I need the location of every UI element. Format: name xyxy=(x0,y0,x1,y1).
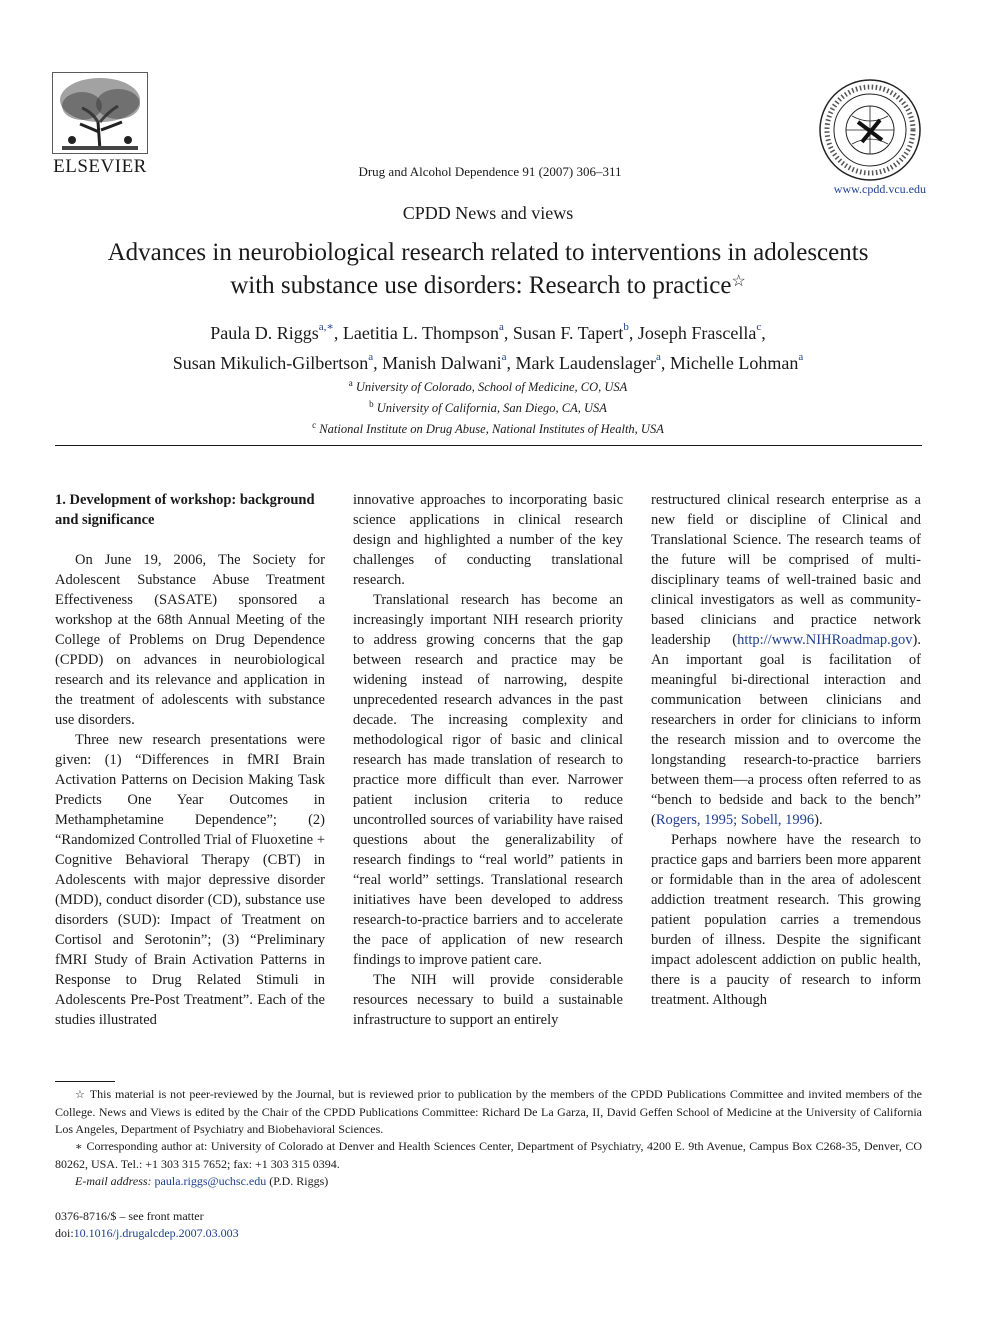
paragraph: Translational research has become an increasingly important NIH research priority to address growing concerns that the gap between research and practice may be widening instead of narrowing, despite unprecedented research advances in the past decade. The increasing complexity and methodological rigor of basic and clinical research has made translation of research to practice more difficult than ever. Narrower patient inclusion criteria to reduce uncontrolled sources of variability have raised questions about the generalizability of research findings to “real world” patients in “real world” settings. Translational research initiatives have been developed to address research-to-practice barriers and to accelerate the pace of application of new research findings to improve patient care. xyxy=(353,592,623,968)
footnote-email xyxy=(55,1173,922,1190)
author-name: Paula D. Riggs xyxy=(210,323,319,343)
paragraph xyxy=(651,490,921,830)
paragraph: Three new research presentations were given: (1) “Differences in fMRI Brain Activation Patterns on Decision Making Task Predicts One Year Outcomes in Methamphetamine Dependence”; (2) “Randomized Controlled Trial of Fluoxetine + Cognitive Behavioral Therapy (CBT) in Adolescents with major depressive disorder (MDD), conduct disorder (CD), substance use disorders (SUD): Impact of Treatment on Cortisol and Serotonin”; (3) “Preliminary fMRI Study of Brain Activation Patterns in Response to Drug Related Stimuli in Adolescents Pre-Post Treatment”. Each of the studies illustrated xyxy=(55,732,325,1028)
email-label: E-mail address: xyxy=(75,1174,152,1188)
author-separator: , xyxy=(503,323,513,343)
author-email-link[interactable]: paula.riggs@uchsc.edu xyxy=(154,1174,267,1188)
elsevier-logo xyxy=(52,72,148,180)
affiliation-item xyxy=(150,375,826,396)
body-column-1 xyxy=(55,490,325,1030)
body-column-3 xyxy=(651,490,921,1010)
paragraph: On June 19, 2006, The Society for Adolescent Substance Abuse Treatment Effectiveness (SASATE) sponsored a workshop at the 68th Annual Meeting of the College of Problems on Drug Dependence (CPDD) on advances in neurobiological research and its relevance and application in the treatment of adolescents with substance use disorders. xyxy=(55,552,325,728)
paragraph: Perhaps nowhere have the research to practice gaps and barriers been more apparent or formidable than in the area of adolescent addiction treatment research. This growing patient population carries a tremendous burden of illness. Despite the significant impact adolescent addiction on public health, there is a paucity of research to inform treatment. Although xyxy=(651,832,921,1008)
footnote-text: This material is not peer-reviewed by the Journal, but is reviewed prior to publication by the members of the CPDD Publications Committee and invited members of the College. News and Views is edited by the Chair of the CPDD Publications Committee: Richard De La Garza, II, David Geffen School of Medicine at the University of California Los Angeles, Department of Psychiatry and Biobehavioral Sciences. xyxy=(55,1087,922,1136)
doi-link[interactable]: 10.1016/j.drugalcdep.2007.03.003 xyxy=(73,1226,239,1240)
author-affiliation-mark[interactable]: a xyxy=(499,321,504,333)
title-footnote-mark[interactable]: ☆ xyxy=(731,273,746,290)
paragraph-text: ). An important goal is facilitation of meaningful bi-directional interaction and communication between clinicians and researchers in order for clinicians to inform the research mission and to overcome the longstanding research-to-practice barriers between them—a process often referred to as “bench to bedside and back to the bench” ( xyxy=(651,632,921,828)
affiliation-item xyxy=(150,396,826,417)
author-name: Manish Dalwani xyxy=(382,353,502,373)
body-column-2 xyxy=(353,490,623,1030)
affiliation-mark: a xyxy=(348,378,353,388)
seal-icon xyxy=(818,78,922,182)
affiliation-text: University of California, San Diego, CA, USA xyxy=(376,401,607,416)
author-list xyxy=(60,316,916,376)
citation-link[interactable]: Rogers, 1995; Sobell, 1996 xyxy=(655,812,815,828)
cpdd-seal xyxy=(818,78,926,198)
footnote-corresponding xyxy=(55,1138,922,1173)
society-url-link[interactable]: www.cpdd.vcu.edu xyxy=(833,182,926,196)
article-title-text: Advances in neurobiological research related to interventions in adolescents with substance use disorders: Research to practice xyxy=(107,239,869,299)
paragraph: The NIH will provide considerable resources necessary to build a sustainable infrastructure to support an entirely xyxy=(353,972,623,1028)
tree-icon xyxy=(52,72,148,154)
footnotes xyxy=(55,1086,922,1190)
author-name: Joseph Frascella xyxy=(637,323,757,343)
journal-reference: Drug and Alcohol Dependence 91 (2007) 306–311 xyxy=(358,164,622,179)
author-name: Susan F. Tapert xyxy=(512,323,624,343)
author-affiliation-mark[interactable]: c xyxy=(756,321,762,333)
doi-label: doi: xyxy=(55,1226,74,1240)
publisher-name: ELSEVIER xyxy=(53,156,147,177)
doi-line xyxy=(55,1225,239,1242)
front-matter xyxy=(55,1208,239,1242)
affiliation-text: University of Colorado, School of Medicine, CO, USA xyxy=(355,380,628,395)
affiliation-item xyxy=(150,417,826,438)
footnote-divider xyxy=(55,1081,115,1082)
footnote-star-mark: ☆ xyxy=(75,1089,86,1101)
author-separator: , xyxy=(660,353,670,373)
author-separator: , xyxy=(333,323,343,343)
affiliation-list xyxy=(150,375,826,438)
affiliation-mark: b xyxy=(369,399,374,410)
nih-roadmap-link[interactable]: http://www.NIHRoadmap.gov xyxy=(737,632,913,648)
author-name: Laetitia L. Thompson xyxy=(342,323,500,343)
paragraph: innovative approaches to incorporating basic science applications in clinical research design and highlighted a number of the key challenges of conducting translational research. xyxy=(353,492,623,588)
email-owner: (P.D. Riggs) xyxy=(269,1174,329,1188)
issn-line: 0376-8716/$ – see front matter xyxy=(55,1209,204,1223)
author-separator: , xyxy=(761,323,766,343)
author-separator: , xyxy=(373,353,383,373)
header-divider xyxy=(55,445,922,446)
paragraph-text: restructured clinical research enterprise as a new field or discipline of Clinical and Translational Science. The research teams of the future will be comprised of multi-disciplinary teams of well-trained basic and clinical investigators as well as community-based clinicians and practice network leadership ( xyxy=(651,492,921,648)
section-heading: 1. Development of workshop: background and significance xyxy=(55,492,315,528)
author-name: Michelle Lohman xyxy=(669,353,799,373)
author-name: Mark Laudenslager xyxy=(515,353,656,373)
affiliation-mark: c xyxy=(312,420,317,431)
footnote-star xyxy=(55,1086,922,1138)
author-affiliation-mark[interactable]: a xyxy=(655,351,661,363)
article-title xyxy=(90,236,886,302)
author-affiliation-mark[interactable]: a xyxy=(798,351,804,363)
author-separator: , xyxy=(628,323,638,343)
footnote-corresponding-mark: ∗ xyxy=(75,1141,83,1153)
author-affiliation-mark[interactable]: b xyxy=(623,321,629,333)
author-separator: , xyxy=(506,353,516,373)
affiliation-text: National Institute on Drug Abuse, National Institutes of Health, USA xyxy=(319,422,664,437)
author-affiliation-mark[interactable]: a,∗ xyxy=(318,321,334,333)
paragraph-text: ). xyxy=(814,812,823,828)
section-label: CPDD News and views xyxy=(402,203,574,223)
author-affiliation-mark[interactable]: a xyxy=(501,351,507,363)
author-affiliation-mark[interactable]: a xyxy=(368,351,374,363)
footnote-text: Corresponding author at: University of Colorado at Denver and Health Sciences Center, Department of Psychiatry, 4200 E. 9th Avenue, Campus Box C268-35, Denver, CO 80262, USA. Tel.: +1 303 315 7652; fax: +1 303 315 0394. xyxy=(55,1139,922,1171)
author-name: Susan Mikulich-Gilbertson xyxy=(172,353,369,373)
